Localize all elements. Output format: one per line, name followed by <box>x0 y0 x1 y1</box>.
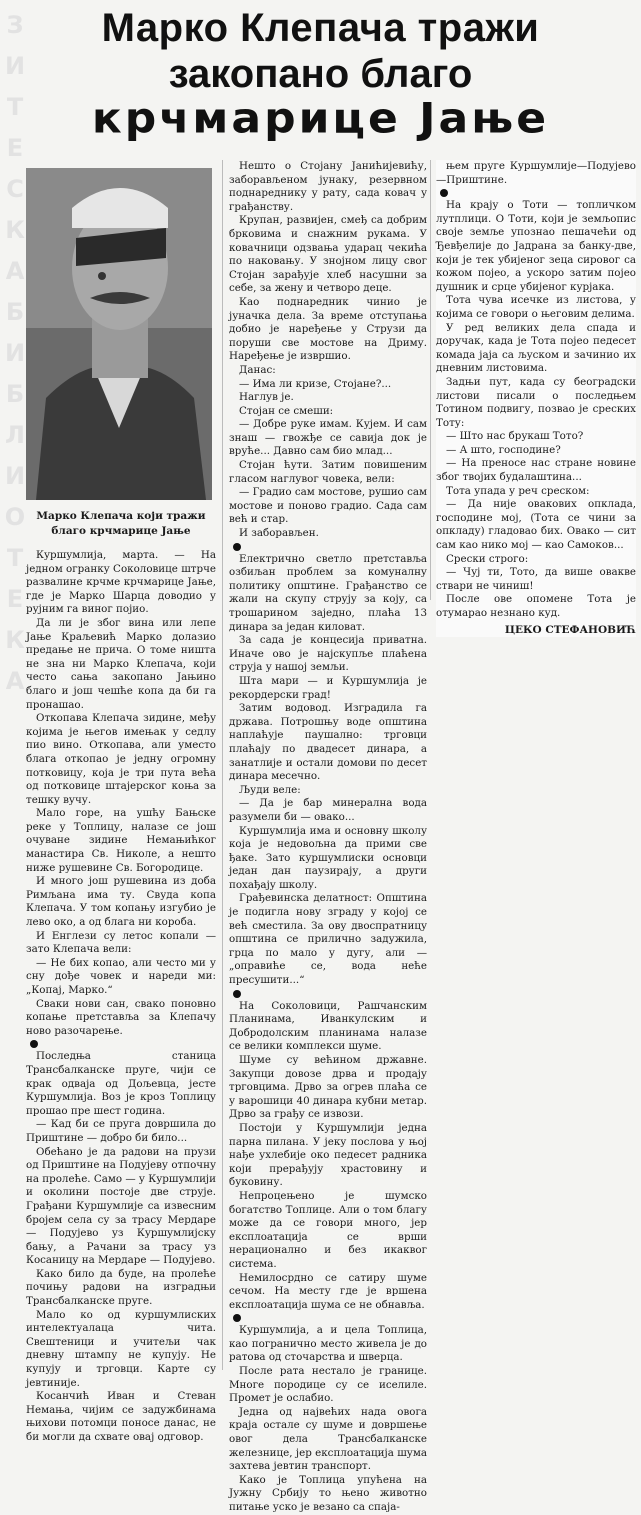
paragraph: Стојан се смеши: <box>239 404 334 417</box>
paragraph: — Да није овакових опклада, господине мој, (Тота се чини за опкладу) гладовао бих. Овако — сит сам као нико мој — као Самоков... <box>436 498 636 552</box>
column-divider <box>222 160 223 1370</box>
paragraph: — Не бих копао, али често ми у сну дође човек и нареди ми: „Копај, Марко.“ <box>26 956 216 996</box>
paragraph: Косанчић Иван и Стеван Немања, чијим се задужбинама њихови потомци поносе данас, не би могли да схвате овај одговор. <box>26 1390 216 1443</box>
paragraph: — Да је бар минерална вода разумели би — овако... <box>229 797 427 823</box>
paragraph: Како је Топлица упућена на Јужну Србију то њено животно питање уско је везано са спаја- <box>229 1473 427 1513</box>
watermark-letter: Т <box>6 544 24 572</box>
watermark-letter: И <box>4 339 26 367</box>
paragraph: Шта мари — и Куршумлија је рекордерски град! <box>229 674 427 701</box>
paragraph: Постоји у Куршумлији једна парна пилана. У јеку послова у њој нађе ухлебије око педесет радника који прерађују храстовину и буковину. <box>229 1121 427 1189</box>
paragraph: Једна од највећих нада овога краја остале су шуме и довршење овог дела Трансбалканске железнице, јер експлоатација шума захтева јевтин транспорт. <box>229 1405 427 1473</box>
article-column-2 <box>229 160 427 1515</box>
section-bullet <box>440 189 448 197</box>
section-bullet <box>233 543 241 551</box>
paragraph: После рата нестало је границе. Многе породице су се иселиле. Промет је ослабио. <box>229 1365 427 1405</box>
paragraph: Шуме су већином државне. Закупци довозе дрва и продају трговцима. Дрво за огрев плаћа се у варошици 40 динара кубни метар. Дрво за грађу се извози. <box>229 1054 427 1121</box>
section-bullet <box>30 1040 38 1048</box>
headline-line-2: закопано благо <box>168 52 473 96</box>
paragraph: Тота упада у реч среском: <box>446 484 590 497</box>
paragraph: Затим водовод. Изградила га држава. Потрошњу воде општина наплаћује паушално: трговци плаћају по двадесет динара, а занатлије и остали домови по десет динара месечно. <box>229 702 427 783</box>
paragraph: Крупан, развијен, смеђ са добрим брковима и снажним рукама. У ковачници одзвања ударац чекића по наковању. У знојном лицу свог Стојан зарађује хлеб насушни за себе, за жену и четворо деце. <box>229 214 427 295</box>
watermark-letter: Е <box>6 585 24 613</box>
paragraph: Куршумлија, марта. — На једном огранку Соколовице штрче развалине крчме крчмарице Јање, где је Марко Шарца доводио у рујним га виног појио. <box>26 549 216 616</box>
paragraph: Обећано је да радови на прузи од Приштине на Подујеву отпочну на пролеће. Само — у Куршумлији и околини постоје две струје. Грађани Куршумлије са извесним бројем села су за трасу Мердаре — Подујево уз Куршумлијску бању, а Рачани за трасу уз Косаницу на Мердаре — Подујево. <box>26 1145 216 1267</box>
paragraph: Мало горе, на ушћу Бањске реке у Топлицу, налазе се још очуване зидине Немањићког манастира Св. Николе, а нешто ниже рушевине Св. Богородице. <box>26 807 216 874</box>
paragraph: — Има ли кризе, Стојане?... <box>239 377 392 390</box>
paragraph: После ове опомене Тота је отумарао незнано куд. <box>436 593 636 619</box>
article-column-1 <box>26 549 216 1445</box>
paragraph: Стојан ћути. Затим повишеним гласом наглувог човека, вели: <box>229 459 427 485</box>
watermark-letter: Л <box>5 421 25 449</box>
paragraph: Као поднаредник чинио је јуначка дела. За време отступања добио је наређење у Струзи да поруши све мостове на Дриму. Наређење је извршио. <box>229 295 427 363</box>
paragraph: — Градио сам мостове, рушио сам мостове и поново градио. Сада сам већ и стар. <box>229 486 427 526</box>
paragraph: Наглув је. <box>239 391 294 404</box>
paragraph: Данас: <box>239 363 276 376</box>
paragraph: Сваки нови сан, свако поновно копање претставља за Клепачу ново разочарење. <box>26 997 216 1037</box>
watermark-letter: И <box>4 52 26 80</box>
paragraph: — Добре руке имам. Кујем. И сам знаш — гвожђе се савија док је вруће... Давно сам био млад... <box>229 418 427 458</box>
paragraph: Куршумлија има и основну школу која је недовољна да прими све ђаке. Зато куршумлиски основци један дан паузирају, а други похађају школу. <box>229 824 427 891</box>
paragraph: И заборављен. <box>239 527 319 540</box>
paragraph: И много још рушевина из доба Римљана има ту. Свуда копа Клепача. У том копању изгубио је лево око, а од блага ни короба. <box>26 875 216 929</box>
paragraph: — Кад би се пруга довршила до Приштине — добро би било... <box>26 1118 216 1144</box>
headline-line-1: Марко Клепача тражи <box>101 6 540 50</box>
paragraph: Куршумлија, а и цела Топлица, као погранично место живела је до ратова од сточарства и шверца. <box>229 1324 427 1364</box>
watermark-letter: С <box>6 175 24 203</box>
paragraph: Последња станица Трансбалканске пруге, чији се крак одваја од Дољевца, јесте Куршумлија. Воз је кроз Топлицу прошао пре шест година. <box>26 1050 216 1117</box>
paragraph: њем пруге Куршумлије—Подујево—Приштине. <box>436 160 636 186</box>
headline-line-3: крчмарице Јање <box>91 94 550 143</box>
author-signature: ЦЕКО СТЕФАНОВИЋ <box>504 623 636 636</box>
portrait-photo <box>26 168 212 500</box>
watermark-letter: К <box>5 626 25 654</box>
paragraph: — Чуј ти, Тото, да више овакве ствари не чиниш! <box>436 566 636 592</box>
portrait-illustration <box>26 168 212 500</box>
watermark-letter: А <box>5 257 25 285</box>
paragraph: Како било да буде, на пролеће почињу радови на изградњи Трансбалканске пруге. <box>26 1267 216 1308</box>
paragraph: Немилосрдно се сатиру шуме сечом. На месту где је вршена експлоатација шума се не обнавља. <box>229 1271 427 1311</box>
watermark-letter: Б <box>5 380 25 408</box>
paragraph: Грађевинска делатност: Општина је подигла нову зграду у којој се већ сместила. За ову двоспратницу општина се прилично задужила, грца по мало у дугу, али — „оправиће се, вода неће пресушити...“ <box>229 892 427 987</box>
photo-caption: Марко Клепача који тражи благо крчмарице Јање <box>36 510 206 537</box>
paragraph: Срески строго: <box>446 552 529 565</box>
paragraph: Непроцењено је шумско богатство Топлице. Али о том благу може да се говори много, јер експлоатација се врши нерационално и без икаквог система. <box>229 1189 427 1270</box>
paragraph: — А што, господине? <box>446 443 561 456</box>
paragraph: На Соколовици, Рашчанским Планинама, Иванкулским и Добродолским планинама налазе се велики комплекси шуме. <box>229 999 427 1053</box>
paragraph: У ред великих дела спада и доручак, када је Тота појео педесет комада јаја са љуском и зачинио их дневним листовима. <box>436 321 636 375</box>
watermark-letter: О <box>4 503 26 531</box>
watermark-letter: А <box>5 667 25 695</box>
paragraph: Задњи пут, када су београдски листови писали о последњем Тотином подвигу, позвао је среских Тоту: <box>436 375 636 429</box>
column-divider <box>430 160 431 600</box>
section-bullet <box>233 1314 241 1322</box>
watermark-letter: К <box>5 216 25 244</box>
paragraph: Мало ко од куршумлиских интелектуалаца чита. Свештеници и учитељи чак дневну штампу не купују. Не купују и трговци. Карте су јевтиније. <box>26 1308 216 1389</box>
watermark-letter: Т <box>6 93 24 121</box>
paragraph: — Што нас брукаш Тото? <box>446 430 584 443</box>
paragraph: Откопава Клепача зидине, међу којима је његов имењак у седлу пио вино. Откопава, али уместо блага откопао је једну огромну потковицу, која је три пута већа од потковице штајерског коња за тешку вучу. <box>26 712 216 806</box>
article-column-3 <box>436 160 636 637</box>
watermark-letter: Б <box>5 298 25 326</box>
paragraph: — На преносе нас стране новине због твојих будалаштина... <box>436 457 636 484</box>
watermark-letter: Е <box>6 134 24 162</box>
paragraph: Електрично светло претставља озбиљан проблем за комуналну политику општине. Грађанство се жали на скупу струју за коју, сa трошарином заједно, плаћа 13 динара за један киловат. <box>229 552 427 633</box>
watermark-letter: И <box>4 462 26 490</box>
paragraph: Људи веле: <box>239 783 301 796</box>
paragraph: Да ли је због вина или лепе Јање Краљевић Марко долазио предање не прича. О томе ништа не зна ни Марко Клепача, који често сања закопано Јањино благо и још чешће копа да би га пронашао. <box>26 616 216 711</box>
paragraph: На крају о Тоти — топличком лутплици. О Тоти, који је земљопис своје земље упознао пешачећи од Ђевђелије до Јадрана за банку-две, који је тек убијеног зеца сировог са кожом појео, а ускоро затим појео душник и срце убијеног курјака. <box>436 199 636 293</box>
watermark-letter: З <box>6 11 24 39</box>
paragraph: И Енглези су летос копали — зато Клепача вели: <box>26 929 216 956</box>
section-bullet <box>233 990 241 998</box>
paragraph: Нешто о Стојану Јанићијевићу, заборављеном јунаку, резервном поднареднику у рату, сада ковач у грађанству. <box>229 160 427 213</box>
paragraph: Тота чува исечке из листова, у којима се говори о његовим делима. <box>436 294 636 320</box>
paragraph: За сада је концесија приватна. Иначе ово је најскупље плаћена струја у нашој земљи. <box>229 634 427 674</box>
